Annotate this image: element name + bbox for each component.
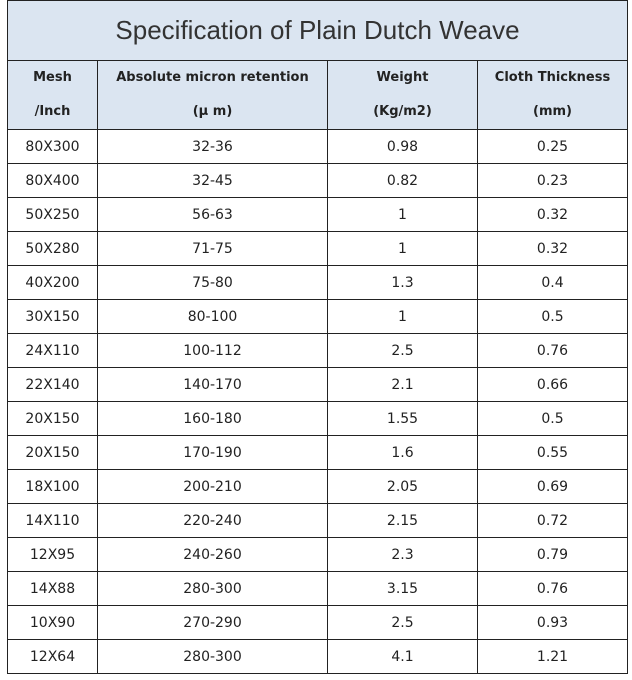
weight-cell: 2.1 bbox=[328, 368, 478, 402]
weight-cell: 0.98 bbox=[328, 130, 478, 164]
weight-cell: 1 bbox=[328, 300, 478, 334]
table-row bbox=[8, 232, 628, 266]
micron-retention-cell: 240-260 bbox=[98, 538, 328, 572]
weight-cell: 1.55 bbox=[328, 402, 478, 436]
table-row bbox=[8, 504, 628, 538]
header-row bbox=[8, 61, 628, 130]
cloth-thickness-cell: 0.23 bbox=[478, 164, 628, 198]
cloth-thickness-cell: 0.25 bbox=[478, 130, 628, 164]
micron-retention-cell: 100-112 bbox=[98, 334, 328, 368]
header-micron-retention: Absolute micron retention (μ m) bbox=[98, 61, 328, 130]
table-row bbox=[8, 572, 628, 606]
weight-cell: 1.3 bbox=[328, 266, 478, 300]
weight-cell: 2.15 bbox=[328, 504, 478, 538]
table-body bbox=[8, 130, 628, 674]
header-cloth-thickness: Cloth Thickness (mm) bbox=[478, 61, 628, 130]
cloth-thickness-cell: 0.32 bbox=[478, 232, 628, 266]
mesh-cell: 20X150 bbox=[8, 402, 98, 436]
mesh-cell: 24X110 bbox=[8, 334, 98, 368]
weight-cell: 1.6 bbox=[328, 436, 478, 470]
table-row bbox=[8, 470, 628, 504]
cloth-thickness-cell: 0.66 bbox=[478, 368, 628, 402]
table-row bbox=[8, 538, 628, 572]
weight-cell: 2.5 bbox=[328, 606, 478, 640]
table-row bbox=[8, 300, 628, 334]
micron-retention-cell: 32-36 bbox=[98, 130, 328, 164]
mesh-cell: 14X110 bbox=[8, 504, 98, 538]
header-weight: Weight (Kg/m2) bbox=[328, 61, 478, 130]
table-row bbox=[8, 606, 628, 640]
mesh-cell: 50X280 bbox=[8, 232, 98, 266]
weight-cell: 3.15 bbox=[328, 572, 478, 606]
mesh-cell: 40X200 bbox=[8, 266, 98, 300]
weight-cell: 1 bbox=[328, 232, 478, 266]
weight-cell: 2.3 bbox=[328, 538, 478, 572]
cloth-thickness-cell: 0.76 bbox=[478, 334, 628, 368]
cloth-thickness-cell: 0.93 bbox=[478, 606, 628, 640]
mesh-cell: 14X88 bbox=[8, 572, 98, 606]
cloth-thickness-cell: 0.55 bbox=[478, 436, 628, 470]
mesh-cell: 20X150 bbox=[8, 436, 98, 470]
cloth-thickness-cell: 0.69 bbox=[478, 470, 628, 504]
table-row bbox=[8, 164, 628, 198]
table-row bbox=[8, 334, 628, 368]
micron-retention-cell: 80-100 bbox=[98, 300, 328, 334]
micron-retention-cell: 170-190 bbox=[98, 436, 328, 470]
mesh-cell: 22X140 bbox=[8, 368, 98, 402]
mesh-cell: 50X250 bbox=[8, 198, 98, 232]
mesh-cell: 10X90 bbox=[8, 606, 98, 640]
mesh-cell: 80X400 bbox=[8, 164, 98, 198]
cloth-thickness-cell: 0.5 bbox=[478, 402, 628, 436]
micron-retention-cell: 270-290 bbox=[98, 606, 328, 640]
spec-table bbox=[7, 0, 628, 674]
weight-cell: 2.05 bbox=[328, 470, 478, 504]
mesh-cell: 12X95 bbox=[8, 538, 98, 572]
micron-retention-cell: 71-75 bbox=[98, 232, 328, 266]
micron-retention-cell: 280-300 bbox=[98, 572, 328, 606]
weight-cell: 2.5 bbox=[328, 334, 478, 368]
cloth-thickness-cell: 1.21 bbox=[478, 640, 628, 674]
header-mesh: Mesh /Inch bbox=[8, 61, 98, 130]
cloth-thickness-cell: 0.5 bbox=[478, 300, 628, 334]
table-row bbox=[8, 130, 628, 164]
cloth-thickness-cell: 0.76 bbox=[478, 572, 628, 606]
micron-retention-cell: 75-80 bbox=[98, 266, 328, 300]
table-row bbox=[8, 436, 628, 470]
micron-retention-cell: 160-180 bbox=[98, 402, 328, 436]
table-row bbox=[8, 368, 628, 402]
micron-retention-cell: 280-300 bbox=[98, 640, 328, 674]
mesh-cell: 80X300 bbox=[8, 130, 98, 164]
micron-retention-cell: 56-63 bbox=[98, 198, 328, 232]
cloth-thickness-cell: 0.79 bbox=[478, 538, 628, 572]
cloth-thickness-cell: 0.32 bbox=[478, 198, 628, 232]
cloth-thickness-cell: 0.4 bbox=[478, 266, 628, 300]
micron-retention-cell: 32-45 bbox=[98, 164, 328, 198]
weight-cell: 4.1 bbox=[328, 640, 478, 674]
mesh-cell: 18X100 bbox=[8, 470, 98, 504]
table-row bbox=[8, 198, 628, 232]
table-row bbox=[8, 402, 628, 436]
spec-table-container bbox=[7, 0, 627, 674]
table-title: Specification of Plain Dutch Weave bbox=[8, 1, 628, 61]
weight-cell: 1 bbox=[328, 198, 478, 232]
table-row bbox=[8, 266, 628, 300]
table-row bbox=[8, 640, 628, 674]
mesh-cell: 30X150 bbox=[8, 300, 98, 334]
mesh-cell: 12X64 bbox=[8, 640, 98, 674]
micron-retention-cell: 220-240 bbox=[98, 504, 328, 538]
cloth-thickness-cell: 0.72 bbox=[478, 504, 628, 538]
weight-cell: 0.82 bbox=[328, 164, 478, 198]
micron-retention-cell: 200-210 bbox=[98, 470, 328, 504]
micron-retention-cell: 140-170 bbox=[98, 368, 328, 402]
